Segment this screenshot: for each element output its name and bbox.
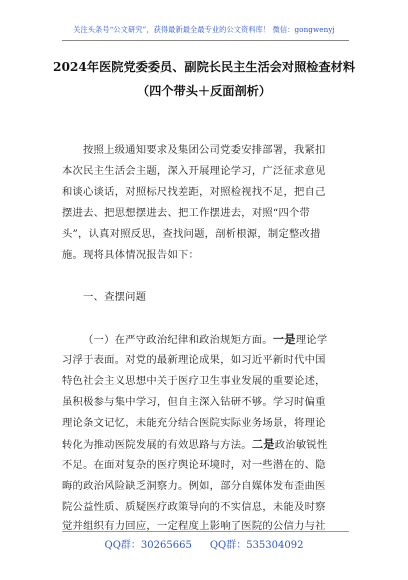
paragraph-line xyxy=(62,438,350,452)
paragraph-lead: （一）在严守政治纪律和政治规矩方面。 xyxy=(83,334,273,346)
paragraph-line: 觉并组织有力回应，一定程度上影响了医院的公信力与社 xyxy=(62,520,326,532)
paragraph-line xyxy=(83,333,350,347)
header-promo-note: 关注头条号“公文研究”，获得最新最全最专业的公文资料库！ 微信：gongwenyj xyxy=(73,25,335,34)
paragraph-line: 晦的政治风险缺乏洞察力。例如，部分自媒体发布歪曲医 xyxy=(62,480,326,492)
paragraph-text-tail: 政治敏锐性 xyxy=(274,439,328,451)
intro-line: 头”，认真对照反思，查找问题，剖析根源，制定整改措 xyxy=(62,228,321,240)
paragraph-line: 院公益性质、质疑医疗政策导向的不实信息，未能及时察 xyxy=(62,501,326,513)
paragraph-line: 特色社会主义思想中关于医疗卫生事业发展的重要论述， xyxy=(62,375,326,387)
paragraph-line: 不足。在面对复杂的医疗舆论环境时，对一些潜在的、隐 xyxy=(62,459,326,471)
intro-line: 按照上级通知要求及集团公司党委安排部署，我紧扣 xyxy=(83,144,326,156)
footer-divider xyxy=(62,531,349,532)
document-subtitle: （四个带头＋反面剖析） xyxy=(136,84,272,98)
paragraph-line: 虽积极参与集中学习，但自主深入钻研不够。学习时偏重 xyxy=(62,396,326,408)
footer-qq-group-1: QQ群：30265665 xyxy=(104,540,192,551)
paragraph-lead-tail: 理论学 xyxy=(295,334,328,346)
footer-contact xyxy=(0,536,408,551)
intro-line: 摆进去、把思想摆进去、把工作摆进去，对照“四个带 xyxy=(62,207,311,219)
footer-qq-group-2: QQ群：535304092 xyxy=(209,540,304,551)
emphasis-second: 二是 xyxy=(251,437,275,451)
paragraph-line: 习浮于表面。对党的最新理论成果，如习近平新时代中国 xyxy=(62,354,326,366)
paragraph-text: 转化为推动医院发展的有效思路与方法。 xyxy=(62,439,252,451)
document-title: 2024年医院党委委员、副院长民主生活会对照检查材料 xyxy=(52,60,356,74)
intro-line: 施。现将具体情况报告如下： xyxy=(62,249,200,261)
header-divider xyxy=(62,40,349,41)
section-heading: 一、查摆问题 xyxy=(83,291,147,303)
intro-line: 和谈心谈话，对照标尺找差距，对照检视找不足，把自己 xyxy=(62,186,326,198)
intro-line: 本次民主生活会主题，深入开展理论学习，广泛征求意见 xyxy=(62,165,326,177)
emphasis-first: 一是 xyxy=(272,332,296,346)
paragraph-line: 理论条文记忆，未能充分结合医院实际业务场景，将理论 xyxy=(62,417,326,429)
